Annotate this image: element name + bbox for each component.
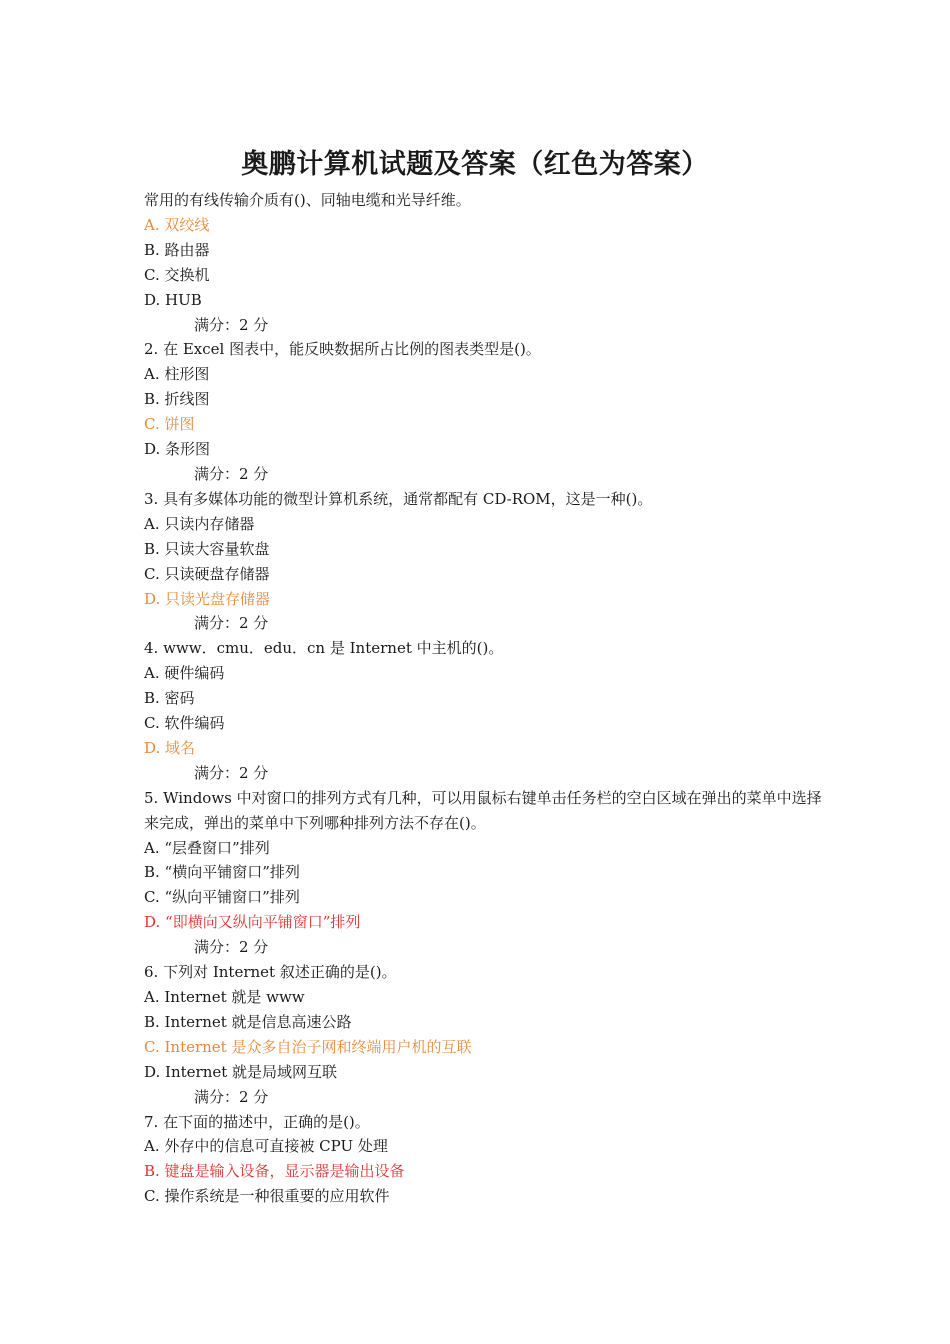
- option-text: A. 硬件编码: [144, 664, 225, 683]
- option-text: C. 软件编码: [144, 714, 225, 733]
- question-text: 4. www．cmu．edu．cn 是 Internet 中主机的()。: [144, 639, 504, 658]
- option-text: A. Internet 就是 www: [144, 988, 305, 1006]
- option-text: D. Internet 就是局域网互联: [144, 1062, 338, 1081]
- question-text: 6. 下列对 Internet 叙述正确的是()。: [144, 963, 397, 982]
- question-text: 2. 在 Excel 图表中，能反映数据所占比例的图表类型是()。: [144, 340, 541, 359]
- score-line: 满分：2 分: [194, 464, 269, 483]
- option-text: D. HUB: [144, 290, 202, 309]
- option-text: C. 操作系统是一种很重要的应用软件: [144, 1187, 390, 1206]
- option-text: D. 条形图: [144, 440, 211, 459]
- option-text: B. Internet 就是信息高速公路: [144, 1012, 352, 1031]
- option-text: B. 密码: [144, 689, 195, 708]
- option-text: A. 外存中的信息可直接被 CPU 处理: [144, 1137, 388, 1156]
- answer-option: D. 只读光盘存储器: [144, 589, 271, 608]
- question-text: 7. 在下面的描述中，正确的是()。: [144, 1112, 370, 1131]
- option-text: A. “层叠窗口”排列: [144, 838, 270, 857]
- option-text: B. 折线图: [144, 390, 210, 409]
- score-line: 满分：2 分: [194, 763, 269, 782]
- score-line: 满分：2 分: [194, 938, 269, 957]
- answer-option: A. 双绞线: [144, 215, 210, 234]
- document-title: 奥鹏计算机试题及答案（红色为答案）: [241, 149, 709, 180]
- answer-option: D. 域名: [144, 738, 196, 757]
- answer-option: C. 饼图: [144, 415, 195, 434]
- option-text: A. 柱形图: [144, 365, 210, 384]
- option-text: A. 只读内存储器: [144, 514, 255, 533]
- question-text: 常用的有线传输介质有()、同轴电缆和光导纤维。: [144, 191, 471, 209]
- option-text: C. 交换机: [144, 265, 210, 284]
- answer-option: D. “即横向又纵向平铺窗口”排列: [144, 913, 361, 932]
- option-text: C. “纵向平铺窗口”排列: [144, 888, 300, 907]
- question-text: 5. Windows 中对窗口的排列方式有几种，可以用鼠标右键单击任务栏的空白区域在弹出的菜单中选择来完成，弹出的菜单中下列哪种排列方法不存在()。: [144, 788, 822, 832]
- question-text: 3. 具有多媒体功能的微型计算机系统，通常都配有 CD-ROM，这是一种()。: [144, 489, 653, 508]
- question-list: [144, 188, 824, 1209]
- answer-option: C. Internet 是众多自治子网和终端用户机的互联: [144, 1037, 472, 1056]
- option-text: B. “横向平铺窗口”排列: [144, 863, 300, 882]
- option-text: C. 只读硬盘存储器: [144, 564, 270, 583]
- score-line: 满分：2 分: [194, 315, 269, 334]
- option-text: B. 只读大容量软盘: [144, 539, 270, 558]
- option-text: B. 路由器: [144, 240, 210, 259]
- score-line: 满分：2 分: [194, 614, 269, 633]
- answer-option: B. 键盘是输入设备，显示器是输出设备: [144, 1162, 405, 1181]
- score-line: 满分：2 分: [194, 1087, 269, 1106]
